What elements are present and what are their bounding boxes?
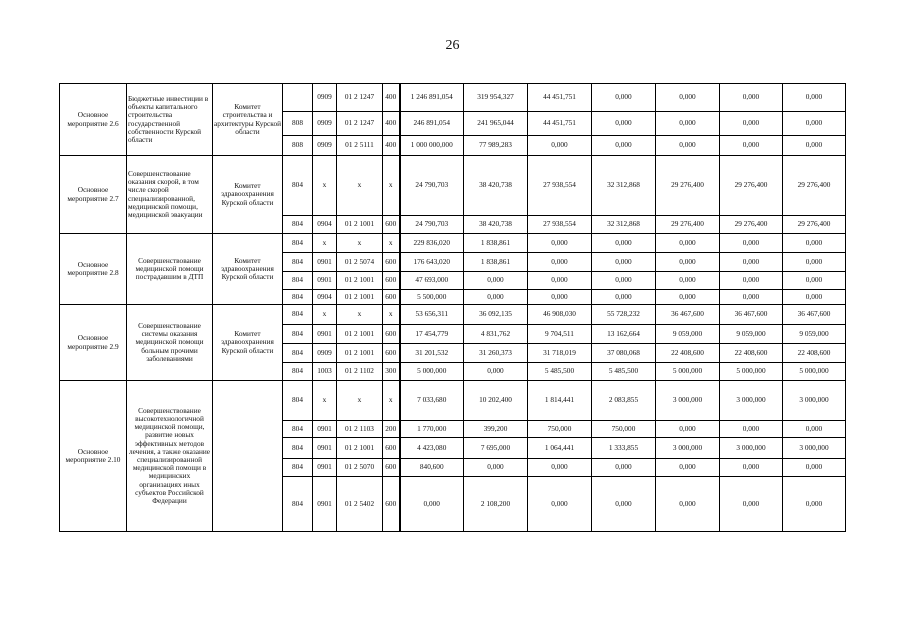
amount-cell: 29 276,400 bbox=[783, 216, 846, 234]
table-row bbox=[60, 305, 846, 325]
amount-cell: 0,000 bbox=[656, 477, 720, 532]
amount-cell: 3 000,000 bbox=[656, 381, 720, 421]
amount-cell: 176 643,020 bbox=[400, 253, 464, 272]
grbs-cell: 804 bbox=[283, 438, 313, 459]
amount-cell: 0,000 bbox=[656, 234, 720, 253]
amount-cell: 0,000 bbox=[528, 459, 592, 477]
amount-cell: 0,000 bbox=[720, 84, 783, 112]
amount-cell: 0,000 bbox=[592, 84, 656, 112]
grbs-cell: 804 bbox=[283, 344, 313, 363]
amount-cell: 5 500,000 bbox=[400, 290, 464, 305]
amount-cell: 3 000,000 bbox=[783, 438, 846, 459]
amount-cell: 0,000 bbox=[783, 290, 846, 305]
amount-cell: 1 814,441 bbox=[528, 381, 592, 421]
rzpr-cell: 0901 bbox=[313, 325, 337, 344]
amount-cell: 24 790,703 bbox=[400, 156, 464, 216]
grbs-cell: 804 bbox=[283, 156, 313, 216]
rzpr-cell: x bbox=[313, 381, 337, 421]
event-description: Совершенствование высокотехнологичной медицинской помощи, развитие новых эффективных методов лечения, а также оказание специализированной медицинской помощи в медицинских организациях иных субъектов Российской Федерации bbox=[127, 381, 213, 532]
event-description: Совершенствование оказания скорой, в том числе скорой специализированной, медицинской помощи, медицинской эвакуации bbox=[127, 156, 213, 234]
amount-cell: 36 467,600 bbox=[783, 305, 846, 325]
amount-cell: 1 064,441 bbox=[528, 438, 592, 459]
amount-cell: 229 836,020 bbox=[400, 234, 464, 253]
amount-cell: 0,000 bbox=[783, 253, 846, 272]
amount-cell: 750,000 bbox=[528, 421, 592, 438]
event-name: Основное мероприятие 2.6 bbox=[60, 84, 127, 156]
csr-cell: 01 2 1001 bbox=[337, 216, 383, 234]
rzpr-cell: 0909 bbox=[313, 84, 337, 112]
amount-cell: 22 408,600 bbox=[656, 344, 720, 363]
rzpr-cell: 0904 bbox=[313, 216, 337, 234]
amount-cell: 0,000 bbox=[720, 421, 783, 438]
amount-cell: 0,000 bbox=[783, 421, 846, 438]
grbs-cell: 804 bbox=[283, 325, 313, 344]
table-row bbox=[60, 156, 846, 216]
amount-cell: 0,000 bbox=[783, 272, 846, 290]
vr-cell: 600 bbox=[383, 272, 400, 290]
amount-cell: 5 000,000 bbox=[400, 363, 464, 381]
amount-cell: 0,000 bbox=[592, 459, 656, 477]
amount-cell: 0,000 bbox=[400, 477, 464, 532]
rzpr-cell: 0901 bbox=[313, 253, 337, 272]
executor bbox=[213, 381, 283, 532]
amount-cell: 0,000 bbox=[656, 253, 720, 272]
amount-cell: 47 693,000 bbox=[400, 272, 464, 290]
amount-cell: 29 276,400 bbox=[783, 156, 846, 216]
csr-cell: 01 2 5111 bbox=[337, 136, 383, 156]
amount-cell: 4 423,080 bbox=[400, 438, 464, 459]
csr-cell: 01 2 1001 bbox=[337, 344, 383, 363]
amount-cell: 53 656,311 bbox=[400, 305, 464, 325]
vr-cell: 600 bbox=[383, 477, 400, 532]
grbs-cell: 804 bbox=[283, 234, 313, 253]
executor: Комитет строительства и архитектуры Курской области bbox=[213, 84, 283, 156]
amount-cell: 27 938,554 bbox=[528, 156, 592, 216]
amount-cell: 5 000,000 bbox=[783, 363, 846, 381]
amount-cell: 0,000 bbox=[656, 290, 720, 305]
executor: Комитет здравоохранения Курской области bbox=[213, 156, 283, 234]
amount-cell: 0,000 bbox=[720, 290, 783, 305]
budget-table bbox=[59, 83, 846, 532]
vr-cell: 300 bbox=[383, 363, 400, 381]
csr-cell: x bbox=[337, 234, 383, 253]
amount-cell: 29 276,400 bbox=[656, 216, 720, 234]
amount-cell: 38 420,738 bbox=[464, 216, 528, 234]
amount-cell: 246 891,054 bbox=[400, 112, 464, 136]
amount-cell: 0,000 bbox=[528, 272, 592, 290]
vr-cell: x bbox=[383, 234, 400, 253]
grbs-cell: 804 bbox=[283, 272, 313, 290]
table-row bbox=[60, 381, 846, 421]
amount-cell: 1 838,861 bbox=[464, 253, 528, 272]
amount-cell: 0,000 bbox=[783, 84, 846, 112]
amount-cell: 1 246 891,054 bbox=[400, 84, 464, 112]
amount-cell: 31 718,019 bbox=[528, 344, 592, 363]
amount-cell: 0,000 bbox=[592, 272, 656, 290]
amount-cell: 36 467,600 bbox=[656, 305, 720, 325]
grbs-cell: 804 bbox=[283, 253, 313, 272]
grbs-cell: 804 bbox=[283, 290, 313, 305]
amount-cell: 0,000 bbox=[720, 459, 783, 477]
rzpr-cell: x bbox=[313, 305, 337, 325]
csr-cell: 01 2 1247 bbox=[337, 84, 383, 112]
vr-cell: 600 bbox=[383, 459, 400, 477]
csr-cell: x bbox=[337, 305, 383, 325]
amount-cell: 13 162,664 bbox=[592, 325, 656, 344]
vr-cell: 600 bbox=[383, 216, 400, 234]
amount-cell: 0,000 bbox=[528, 290, 592, 305]
event-name: Основное мероприятие 2.9 bbox=[60, 305, 127, 381]
amount-cell: 22 408,600 bbox=[783, 344, 846, 363]
amount-cell: 0,000 bbox=[528, 477, 592, 532]
amount-cell: 31 260,373 bbox=[464, 344, 528, 363]
rzpr-cell: 1003 bbox=[313, 363, 337, 381]
amount-cell: 0,000 bbox=[656, 112, 720, 136]
grbs-cell: 804 bbox=[283, 477, 313, 532]
amount-cell: 0,000 bbox=[464, 290, 528, 305]
amount-cell: 46 908,030 bbox=[528, 305, 592, 325]
grbs-cell bbox=[283, 84, 313, 112]
amount-cell: 0,000 bbox=[656, 459, 720, 477]
rzpr-cell: 0909 bbox=[313, 344, 337, 363]
amount-cell: 0,000 bbox=[656, 136, 720, 156]
amount-cell: 0,000 bbox=[464, 459, 528, 477]
amount-cell: 27 938,554 bbox=[528, 216, 592, 234]
vr-cell: 600 bbox=[383, 253, 400, 272]
csr-cell: 01 2 1001 bbox=[337, 272, 383, 290]
amount-cell: 0,000 bbox=[720, 136, 783, 156]
amount-cell: 0,000 bbox=[656, 421, 720, 438]
amount-cell: 0,000 bbox=[592, 290, 656, 305]
amount-cell: 3 000,000 bbox=[720, 438, 783, 459]
amount-cell: 0,000 bbox=[783, 459, 846, 477]
amount-cell: 17 454,779 bbox=[400, 325, 464, 344]
vr-cell: 400 bbox=[383, 136, 400, 156]
amount-cell: 29 276,400 bbox=[656, 156, 720, 216]
rzpr-cell: x bbox=[313, 156, 337, 216]
amount-cell: 1 000 000,000 bbox=[400, 136, 464, 156]
amount-cell: 44 451,751 bbox=[528, 84, 592, 112]
amount-cell: 38 420,738 bbox=[464, 156, 528, 216]
amount-cell: 9 059,000 bbox=[783, 325, 846, 344]
csr-cell: x bbox=[337, 156, 383, 216]
rzpr-cell: x bbox=[313, 234, 337, 253]
csr-cell: 01 2 1102 bbox=[337, 363, 383, 381]
amount-cell: 319 954,327 bbox=[464, 84, 528, 112]
grbs-cell: 804 bbox=[283, 216, 313, 234]
event-name: Основное мероприятие 2.8 bbox=[60, 234, 127, 305]
amount-cell: 0,000 bbox=[720, 477, 783, 532]
amount-cell: 36 467,600 bbox=[720, 305, 783, 325]
event-name: Основное мероприятие 2.7 bbox=[60, 156, 127, 234]
rzpr-cell: 0901 bbox=[313, 421, 337, 438]
amount-cell: 241 965,044 bbox=[464, 112, 528, 136]
amount-cell: 0,000 bbox=[528, 253, 592, 272]
csr-cell: 01 2 1001 bbox=[337, 290, 383, 305]
amount-cell: 10 202,400 bbox=[464, 381, 528, 421]
event-description: Совершенствование медицинской помощи пострадавшим в ДТП bbox=[127, 234, 213, 305]
vr-cell: 600 bbox=[383, 438, 400, 459]
csr-cell: 01 2 5402 bbox=[337, 477, 383, 532]
grbs-cell: 804 bbox=[283, 363, 313, 381]
amount-cell: 22 408,600 bbox=[720, 344, 783, 363]
table-row bbox=[60, 234, 846, 253]
amount-cell: 3 000,000 bbox=[720, 381, 783, 421]
amount-cell: 37 080,068 bbox=[592, 344, 656, 363]
vr-cell: 600 bbox=[383, 344, 400, 363]
amount-cell: 0,000 bbox=[592, 253, 656, 272]
amount-cell: 0,000 bbox=[783, 234, 846, 253]
amount-cell: 1 770,000 bbox=[400, 421, 464, 438]
amount-cell: 36 092,135 bbox=[464, 305, 528, 325]
amount-cell: 0,000 bbox=[464, 272, 528, 290]
amount-cell: 4 831,762 bbox=[464, 325, 528, 344]
amount-cell: 0,000 bbox=[592, 477, 656, 532]
amount-cell: 0,000 bbox=[720, 253, 783, 272]
csr-cell: 01 2 1103 bbox=[337, 421, 383, 438]
grbs-cell: 808 bbox=[283, 112, 313, 136]
amount-cell: 32 312,868 bbox=[592, 216, 656, 234]
event-name: Основное мероприятие 2.10 bbox=[60, 381, 127, 532]
csr-cell: 01 2 5074 bbox=[337, 253, 383, 272]
amount-cell: 0,000 bbox=[656, 84, 720, 112]
vr-cell: 600 bbox=[383, 325, 400, 344]
rzpr-cell: 0909 bbox=[313, 112, 337, 136]
amount-cell: 0,000 bbox=[592, 234, 656, 253]
csr-cell: x bbox=[337, 381, 383, 421]
amount-cell: 24 790,703 bbox=[400, 216, 464, 234]
amount-cell: 31 201,532 bbox=[400, 344, 464, 363]
grbs-cell: 804 bbox=[283, 381, 313, 421]
grbs-cell: 804 bbox=[283, 459, 313, 477]
event-description: Совершенствование системы оказания медицинской помощи больным прочими заболеваниями bbox=[127, 305, 213, 381]
vr-cell: x bbox=[383, 381, 400, 421]
vr-cell: 400 bbox=[383, 112, 400, 136]
amount-cell: 5 485,500 bbox=[528, 363, 592, 381]
executor: Комитет здравоохранения Курской области bbox=[213, 305, 283, 381]
amount-cell: 0,000 bbox=[783, 136, 846, 156]
amount-cell: 0,000 bbox=[464, 363, 528, 381]
vr-cell: 400 bbox=[383, 84, 400, 112]
vr-cell: x bbox=[383, 156, 400, 216]
amount-cell: 750,000 bbox=[592, 421, 656, 438]
amount-cell: 7 695,000 bbox=[464, 438, 528, 459]
amount-cell: 0,000 bbox=[528, 234, 592, 253]
amount-cell: 840,600 bbox=[400, 459, 464, 477]
amount-cell: 5 000,000 bbox=[656, 363, 720, 381]
rzpr-cell: 0901 bbox=[313, 272, 337, 290]
csr-cell: 01 2 1001 bbox=[337, 325, 383, 344]
amount-cell: 77 989,283 bbox=[464, 136, 528, 156]
csr-cell: 01 2 1001 bbox=[337, 438, 383, 459]
amount-cell: 9 704,511 bbox=[528, 325, 592, 344]
amount-cell: 0,000 bbox=[592, 136, 656, 156]
page-number: 26 bbox=[445, 38, 460, 53]
amount-cell: 0,000 bbox=[528, 136, 592, 156]
amount-cell: 5 485,500 bbox=[592, 363, 656, 381]
amount-cell: 0,000 bbox=[592, 112, 656, 136]
amount-cell: 3 000,000 bbox=[783, 381, 846, 421]
vr-cell: x bbox=[383, 305, 400, 325]
amount-cell: 9 059,000 bbox=[720, 325, 783, 344]
amount-cell: 29 276,400 bbox=[720, 216, 783, 234]
grbs-cell: 804 bbox=[283, 421, 313, 438]
vr-cell: 200 bbox=[383, 421, 400, 438]
amount-cell: 9 059,000 bbox=[656, 325, 720, 344]
amount-cell: 3 000,000 bbox=[656, 438, 720, 459]
rzpr-cell: 0909 bbox=[313, 136, 337, 156]
amount-cell: 0,000 bbox=[783, 477, 846, 532]
executor: Комитет здравоохранения Курской области bbox=[213, 234, 283, 305]
amount-cell: 5 000,000 bbox=[720, 363, 783, 381]
rzpr-cell: 0904 bbox=[313, 290, 337, 305]
rzpr-cell: 0901 bbox=[313, 459, 337, 477]
rzpr-cell: 0901 bbox=[313, 438, 337, 459]
csr-cell: 01 2 1247 bbox=[337, 112, 383, 136]
amount-cell: 44 451,751 bbox=[528, 112, 592, 136]
table-body bbox=[60, 84, 846, 532]
amount-cell: 0,000 bbox=[720, 234, 783, 253]
grbs-cell: 804 bbox=[283, 305, 313, 325]
amount-cell: 32 312,868 bbox=[592, 156, 656, 216]
grbs-cell: 808 bbox=[283, 136, 313, 156]
amount-cell: 1 838,861 bbox=[464, 234, 528, 253]
amount-cell: 0,000 bbox=[720, 112, 783, 136]
amount-cell: 0,000 bbox=[720, 272, 783, 290]
rzpr-cell: 0901 bbox=[313, 477, 337, 532]
table-row bbox=[60, 84, 846, 112]
amount-cell: 2 108,200 bbox=[464, 477, 528, 532]
amount-cell: 399,200 bbox=[464, 421, 528, 438]
amount-cell: 0,000 bbox=[783, 112, 846, 136]
amount-cell: 55 728,232 bbox=[592, 305, 656, 325]
amount-cell: 2 083,855 bbox=[592, 381, 656, 421]
vr-cell: 600 bbox=[383, 290, 400, 305]
amount-cell: 7 033,680 bbox=[400, 381, 464, 421]
amount-cell: 1 333,855 bbox=[592, 438, 656, 459]
event-description: Бюджетные инвестиции в объекты капитального строительства государственной собственности Курской области bbox=[127, 84, 213, 156]
amount-cell: 29 276,400 bbox=[720, 156, 783, 216]
amount-cell: 0,000 bbox=[656, 272, 720, 290]
csr-cell: 01 2 5070 bbox=[337, 459, 383, 477]
